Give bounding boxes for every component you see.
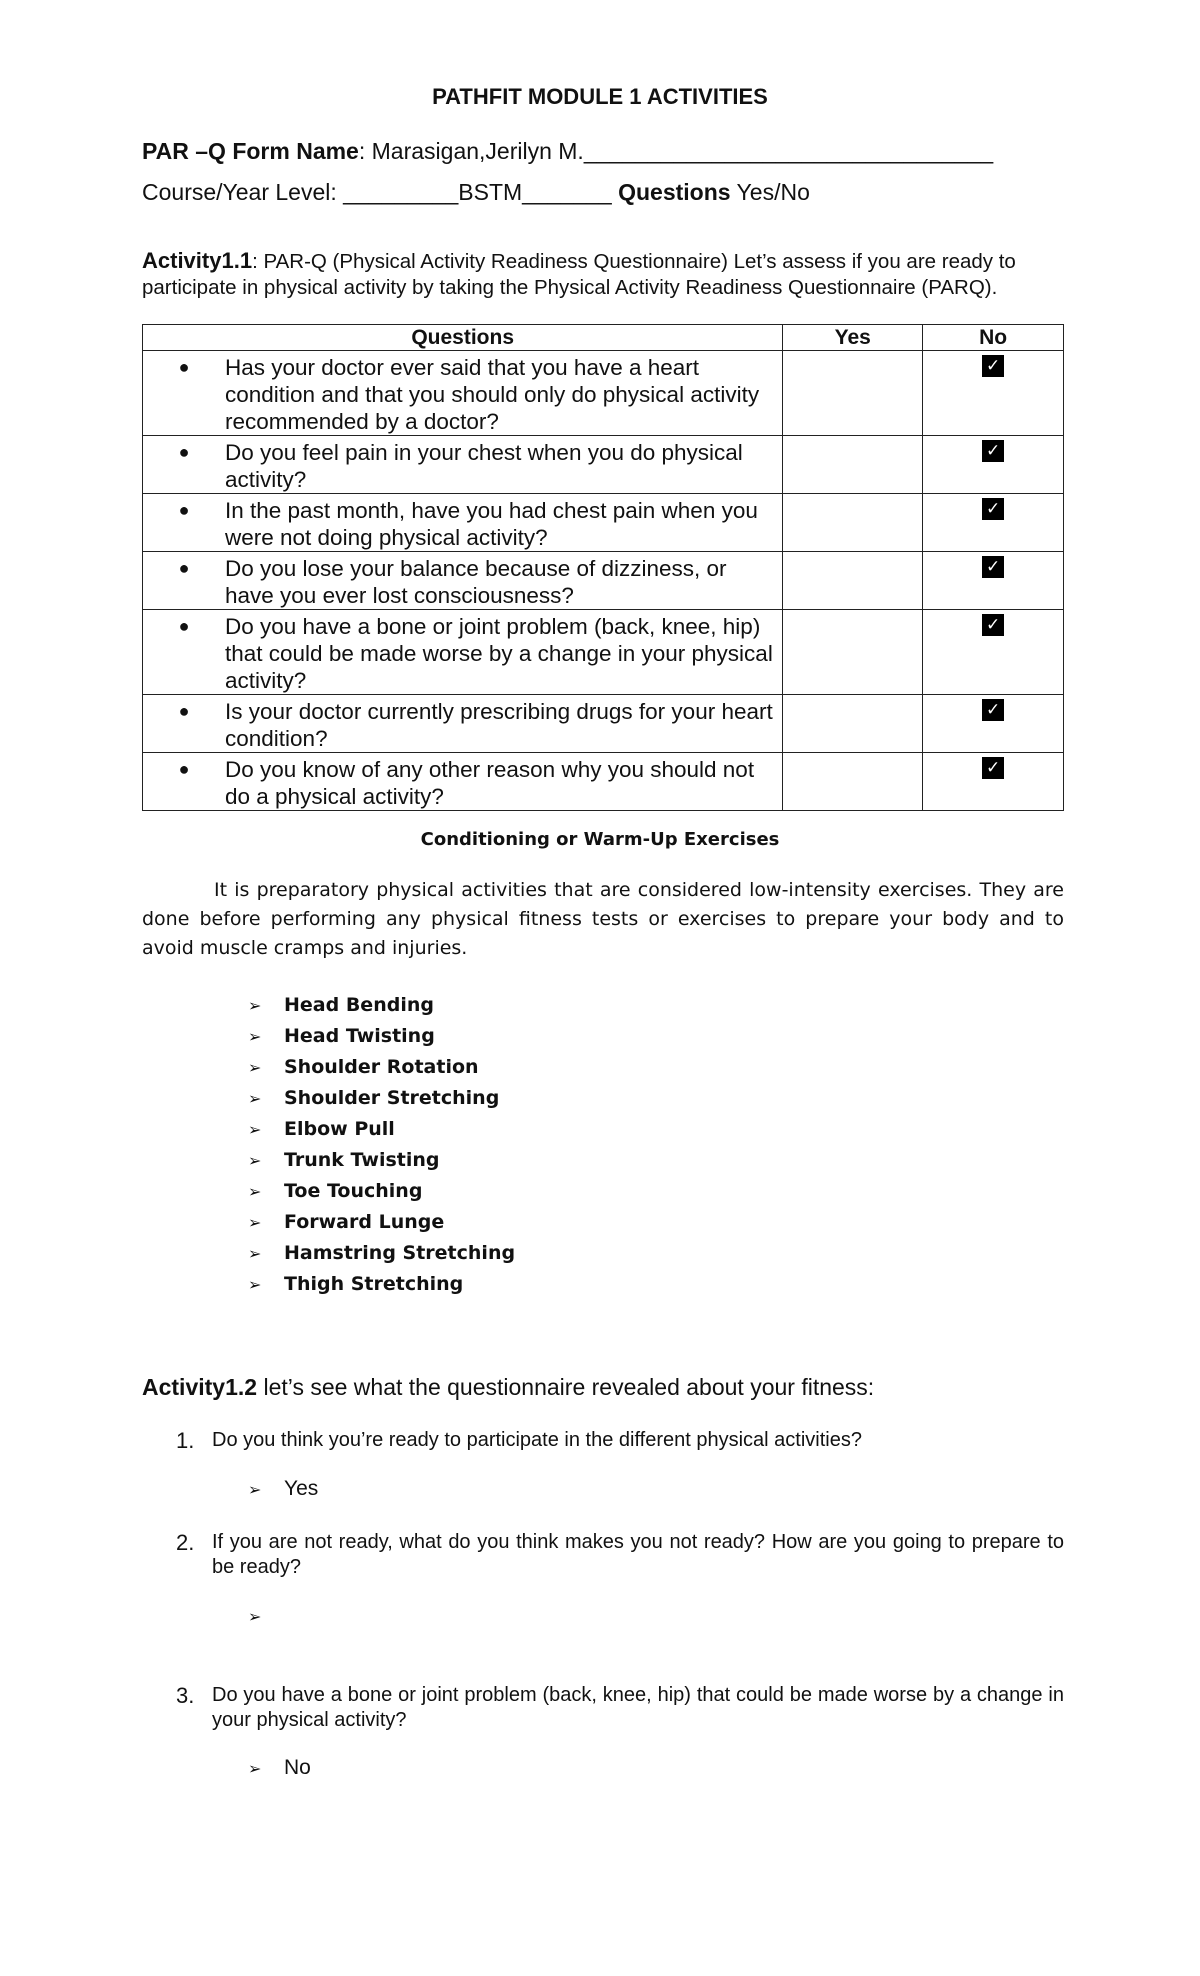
no-cell[interactable]	[923, 436, 1064, 494]
question-item-1	[176, 1428, 1064, 1453]
arrow-bullet-icon: ➢	[248, 1089, 262, 1108]
bullet-icon: ●	[178, 701, 190, 721]
activity1-label: Activity1.1	[142, 248, 253, 273]
table-row	[143, 753, 1064, 811]
no-cell[interactable]	[923, 753, 1064, 811]
answer-1: ➢ Yes	[248, 1477, 319, 1500]
course-line	[142, 179, 810, 206]
table-row	[143, 351, 1064, 436]
activity1-intro	[142, 248, 1062, 301]
question-number: 2.	[176, 1530, 195, 1555]
course-label: Course/Year Level: _________BSTM_______	[142, 179, 619, 205]
activity1-text: : PAR-Q (Physical Activity Readiness Questionnaire) Let’s assess if you are ready to participate in physical activity by taking the Physical Activity Readiness Questionnaire (PARQ).	[142, 250, 1016, 299]
checked-box-icon[interactable]: ✓	[982, 440, 1004, 462]
bullet-icon: ●	[178, 442, 190, 462]
arrow-bullet-icon: ➢	[248, 1275, 262, 1294]
activity2-label: Activity1.2	[142, 1374, 258, 1400]
checked-box-icon[interactable]: ✓	[982, 498, 1004, 520]
name-line	[142, 138, 993, 165]
yes-cell[interactable]	[783, 610, 923, 695]
question-text: Do you have a bone or joint problem (back, knee, hip) that could be made worse by a change in your physical activity?	[212, 1684, 1064, 1731]
arrow-bullet-icon: ➢	[248, 1480, 262, 1499]
no-cell[interactable]	[923, 494, 1064, 552]
table-row	[143, 494, 1064, 552]
activity2-intro	[142, 1374, 874, 1401]
parq-table	[142, 324, 1064, 811]
question-text: In the past month, have you had chest pain when you were not doing physical activity?	[225, 498, 758, 550]
list-item: ➢ Hamstring Stretching	[248, 1238, 515, 1269]
activity2-text: let’s see what the questionnaire revealed about your fitness:	[257, 1374, 875, 1400]
list-item: ➢ Shoulder Rotation	[248, 1052, 515, 1083]
no-cell[interactable]	[923, 610, 1064, 695]
questions-value: Yes/No	[730, 179, 810, 205]
list-item: ➢ Forward Lunge	[248, 1207, 515, 1238]
question-text: Do you think you’re ready to participate in the different physical activities?	[212, 1429, 862, 1451]
checked-box-icon[interactable]: ✓	[982, 614, 1004, 636]
bullet-icon: ●	[178, 357, 190, 377]
arrow-bullet-icon: ➢	[248, 1027, 262, 1046]
arrow-bullet-icon: ➢	[248, 1759, 262, 1778]
list-item: ➢ Trunk Twisting	[248, 1145, 515, 1176]
header-no: No	[923, 325, 1064, 351]
no-cell[interactable]	[923, 695, 1064, 753]
header-yes: Yes	[783, 325, 923, 351]
question-text: Do you lose your balance because of dizziness, or have you ever lost consciousness?	[225, 556, 727, 608]
yes-cell[interactable]	[783, 494, 923, 552]
arrow-bullet-icon: ➢	[248, 1151, 262, 1170]
checked-box-icon[interactable]: ✓	[982, 699, 1004, 721]
list-item: ➢ Thigh Stretching	[248, 1269, 515, 1300]
arrow-bullet-icon: ➢	[248, 1058, 262, 1077]
question-number: 1.	[176, 1428, 195, 1453]
name-label: PAR –Q Form Name	[142, 138, 359, 164]
yes-cell[interactable]	[783, 695, 923, 753]
warmup-text: It is preparatory physical activities that are considered low-intensity exercises. They are done before performing any physical fitness tests or exercises to prepare your body and to avoid muscle cramps and injuries.	[142, 879, 1064, 959]
checked-box-icon[interactable]: ✓	[982, 556, 1004, 578]
exercise-list	[248, 990, 515, 1300]
list-item: ➢ Shoulder Stretching	[248, 1083, 515, 1114]
question-text: Do you know of any other reason why you should not do a physical activity?	[225, 757, 755, 809]
arrow-bullet-icon: ➢	[248, 1120, 262, 1139]
question-text: Do you feel pain in your chest when you do physical activity?	[225, 440, 743, 492]
table-header-row	[143, 325, 1064, 351]
questions-label: Questions	[618, 179, 731, 205]
arrow-bullet-icon: ➢	[248, 1244, 262, 1263]
question-text: Do you have a bone or joint problem (back, knee, hip) that could be made worse by a change in your physical activity?	[225, 614, 773, 693]
list-item: ➢ Toe Touching	[248, 1176, 515, 1207]
arrow-bullet-icon: ➢	[248, 1182, 262, 1201]
answer-3: ➢ No	[248, 1756, 311, 1779]
table-row	[143, 436, 1064, 494]
checked-box-icon[interactable]: ✓	[982, 757, 1004, 779]
list-item: ➢ Head Twisting	[248, 1021, 515, 1052]
yes-cell[interactable]	[783, 351, 923, 436]
question-text: Is your doctor currently prescribing drugs for your heart condition?	[225, 699, 773, 751]
table-row	[143, 695, 1064, 753]
page-title: PATHFIT MODULE 1 ACTIVITIES	[432, 84, 768, 109]
name-value: : Marasigan,Jerilyn M.________________________________	[358, 138, 994, 164]
list-item: ➢ Head Bending	[248, 990, 515, 1021]
yes-cell[interactable]	[783, 753, 923, 811]
arrow-bullet-icon: ➢	[248, 996, 262, 1015]
header-questions: Questions	[143, 325, 783, 351]
arrow-bullet-icon: ➢	[248, 1607, 262, 1626]
no-cell[interactable]	[923, 552, 1064, 610]
bullet-icon: ●	[178, 616, 190, 636]
list-item: ➢ Elbow Pull	[248, 1114, 515, 1145]
answer-2	[248, 1604, 284, 1628]
question-number: 3.	[176, 1683, 195, 1708]
bullet-icon: ●	[178, 558, 190, 578]
table-row	[143, 610, 1064, 695]
no-cell[interactable]	[923, 351, 1064, 436]
arrow-bullet-icon: ➢	[248, 1213, 262, 1232]
checked-box-icon[interactable]: ✓	[982, 355, 1004, 377]
table-row	[143, 552, 1064, 610]
question-item-2	[176, 1530, 1064, 1580]
yes-cell[interactable]	[783, 436, 923, 494]
bullet-icon: ●	[178, 759, 190, 779]
bullet-icon: ●	[178, 500, 190, 520]
yes-cell[interactable]	[783, 552, 923, 610]
question-item-3	[176, 1683, 1064, 1733]
question-text: If you are not ready, what do you think makes you not ready? How are you going to prepare to be ready?	[212, 1531, 1064, 1578]
warmup-heading: Conditioning or Warm-Up Exercises	[420, 829, 780, 850]
question-text: Has your doctor ever said that you have a heart condition and that you should only do physical activity recommended by a doctor?	[225, 355, 760, 434]
